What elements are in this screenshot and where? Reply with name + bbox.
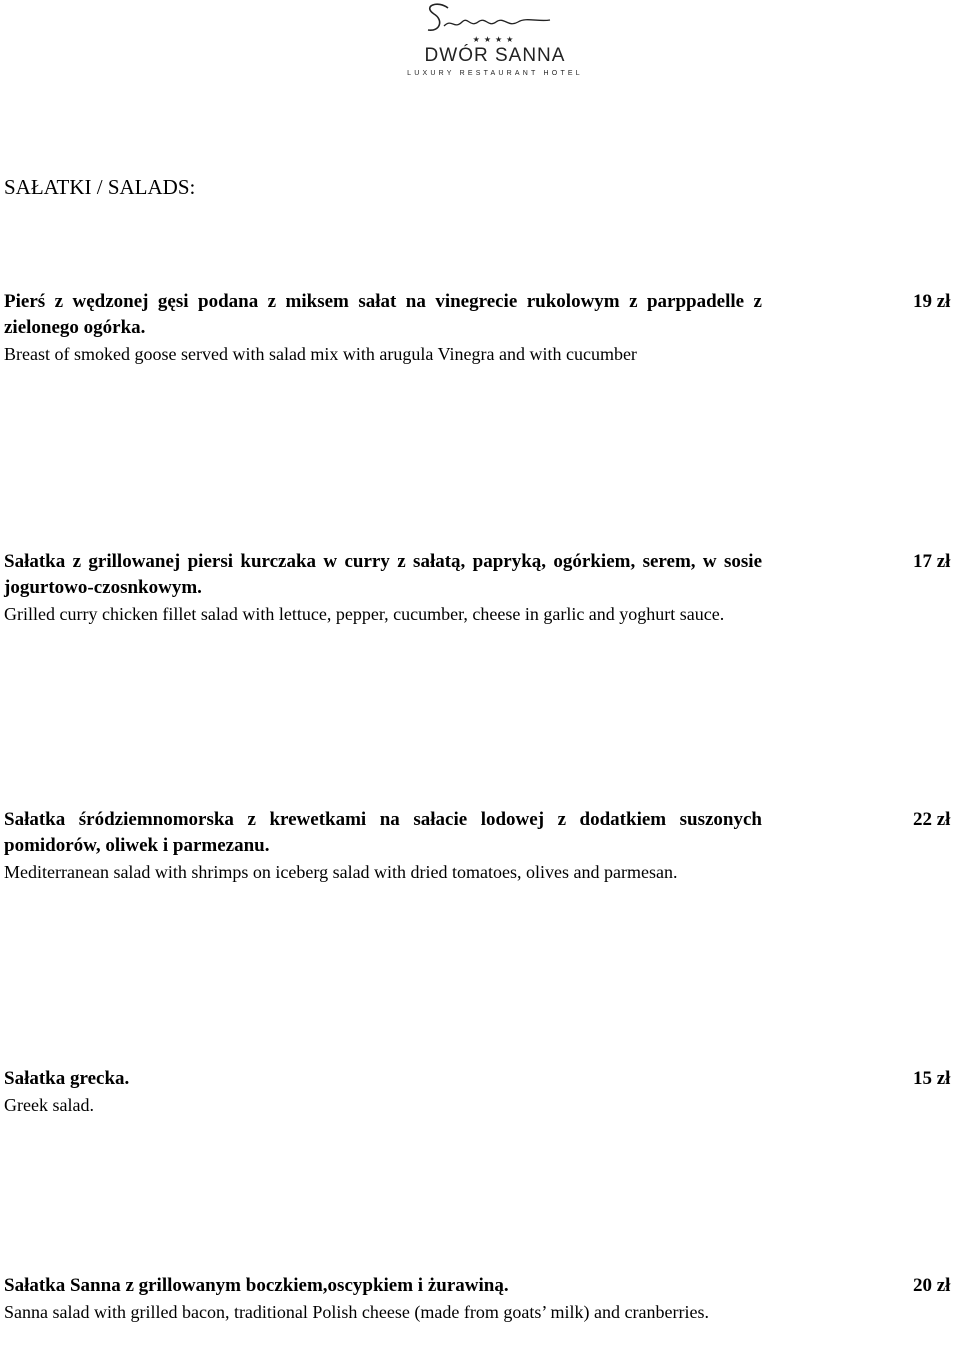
item-name-pl: Sałatka Sanna z grillowanym boczkiem,oscypkiem i żurawiną. xyxy=(4,1275,509,1296)
menu-item xyxy=(4,1066,762,1118)
item-price: 15 zł xyxy=(913,1068,951,1089)
item-name-pl: Pierś z wędzonej gęsi podana z miksem sałat na vinegrecie rukolowym z parppadelle z zielonego ogórka. xyxy=(4,291,762,338)
item-name-pl: Sałatka grecka. xyxy=(4,1068,130,1089)
hotel-logo xyxy=(400,0,590,82)
item-name-en: Mediterranean salad with shrimps on iceberg salad with dried tomatoes, olives and parmesan. xyxy=(4,862,678,882)
item-name-en: Greek salad. xyxy=(4,1095,94,1115)
menu-item xyxy=(4,807,762,885)
menu-item xyxy=(4,1273,762,1325)
menu-item xyxy=(4,289,762,367)
hotel-stars: ★★★★ xyxy=(472,35,518,44)
hotel-tagline: LUXURY RESTAURANT HOTEL xyxy=(407,70,583,77)
item-name-en: Breast of smoked goose served with salad mix with arugula Vinegra and with cucumber xyxy=(4,344,637,364)
item-name-en: Grilled curry chicken fillet salad with lettuce, pepper, cucumber, cheese in garlic and yoghurt sauce. xyxy=(4,604,725,624)
item-name-en: Sanna salad with grilled bacon, traditional Polish cheese (made from goats’ milk) and cranberries. xyxy=(4,1302,709,1322)
item-name-pl: Sałatka z grillowanej piersi kurczaka w curry z sałatą, papryką, ogórkiem, serem, w sosie jogurtowo-czosnkowym. xyxy=(4,551,762,598)
section-title: SAŁATKI / SALADS: xyxy=(4,175,196,199)
item-price: 17 zł xyxy=(913,551,951,572)
menu-item xyxy=(4,549,762,627)
hotel-name: DWÓR SANNA xyxy=(424,45,566,66)
item-name-pl: Sałatka śródziemnomorska z krewetkami na sałacie lodowej z dodatkiem suszonych pomidorów, oliwek i parmezanu. xyxy=(4,809,762,856)
item-price: 22 zł xyxy=(913,809,951,830)
item-price: 19 zł xyxy=(913,291,951,312)
item-price: 20 zł xyxy=(913,1275,951,1296)
